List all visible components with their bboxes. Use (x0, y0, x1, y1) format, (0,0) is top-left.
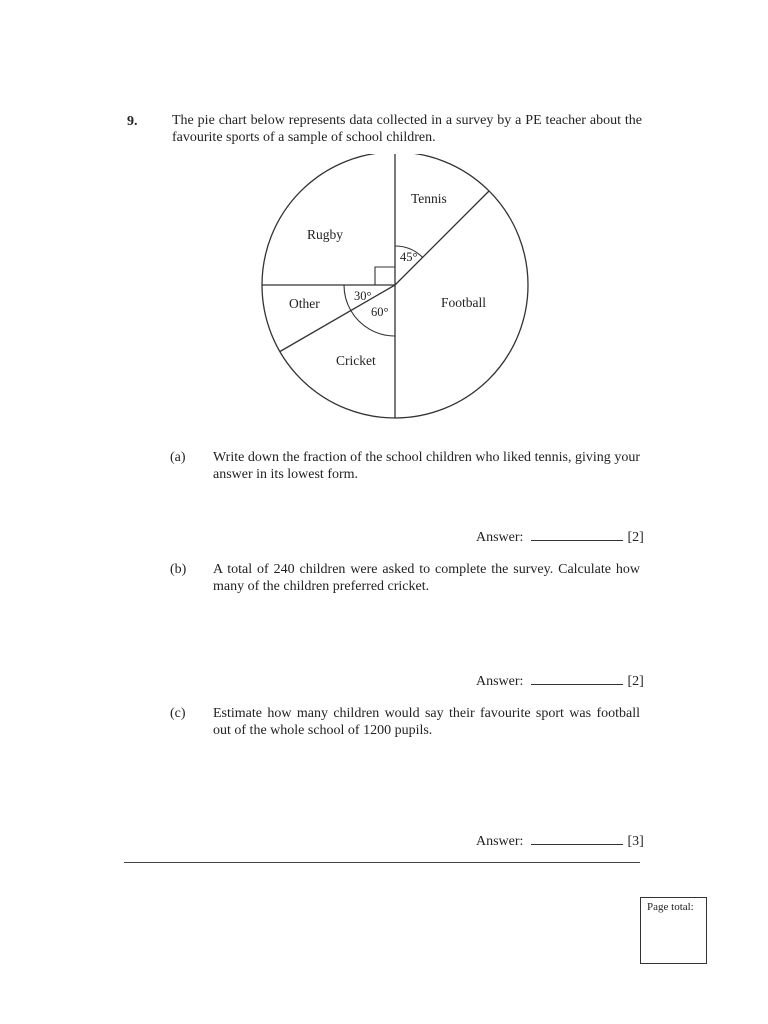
right-angle-marker (375, 267, 395, 285)
page-total-label: Page total: (647, 901, 694, 913)
pie-chart (255, 154, 535, 424)
slice-label-other: Other (289, 296, 320, 311)
question-number: 9. (127, 114, 138, 129)
part-b-answer (476, 672, 644, 690)
part-a-label: (a) (170, 450, 186, 465)
section-divider (124, 862, 640, 863)
slice-label-tennis: Tennis (411, 191, 447, 206)
angle-label-other: 30° (354, 289, 372, 303)
marks: [3] (627, 834, 644, 849)
marks: [2] (627, 530, 644, 545)
answer-label: Answer: (476, 530, 524, 545)
part-c-label: (c) (170, 706, 186, 721)
angle-label-tennis: 45° (400, 250, 418, 264)
answer-label: Answer: (476, 834, 524, 849)
slice-label-cricket: Cricket (336, 353, 376, 368)
angle-label-cricket: 60° (371, 305, 389, 319)
answer-blank[interactable] (531, 672, 623, 685)
answer-blank[interactable] (531, 528, 623, 541)
part-b-label: (b) (170, 562, 187, 577)
page-total-box[interactable] (640, 897, 707, 964)
part-b-text: A total of 240 children were asked to complete the survey. Calculate how many of the children preferred cricket. (213, 562, 640, 594)
question-text: The pie chart below represents data collected in a survey by a PE teacher about the favourite sports of a sample of school children. (172, 113, 642, 145)
part-c-text: Estimate how many children would say their favourite sport was football out of the whole school of 1200 pupils. (213, 706, 640, 738)
slice-label-football: Football (441, 295, 487, 310)
part-a-answer (476, 528, 644, 546)
part-a-text: Write down the fraction of the school children who liked tennis, giving your answer in its lowest form. (213, 450, 640, 482)
marks: [2] (627, 674, 644, 689)
answer-blank[interactable] (531, 832, 623, 845)
part-c-answer (476, 832, 644, 850)
slice-label-rugby: Rugby (307, 227, 344, 242)
angle-arc-other (344, 285, 351, 311)
answer-label: Answer: (476, 674, 524, 689)
